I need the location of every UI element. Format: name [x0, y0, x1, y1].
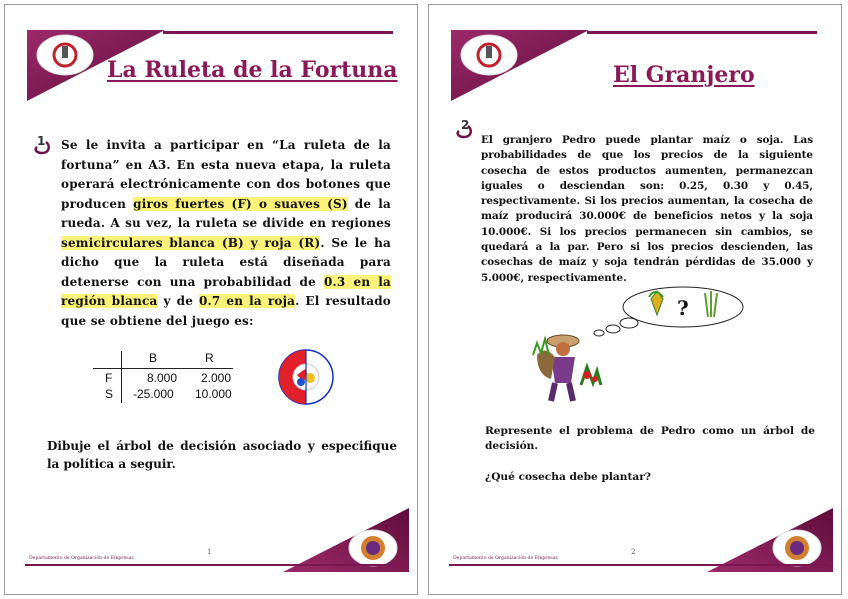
- item-number: 1: [37, 134, 46, 148]
- page-title: El Granjero: [613, 62, 755, 88]
- row-label-f: F: [105, 371, 113, 385]
- footer-rule: [25, 564, 403, 566]
- col-header-b: B: [149, 351, 158, 365]
- footer-corner-logo: [277, 502, 417, 594]
- highlighted-text: 0.7 en la roja: [199, 294, 296, 308]
- cell-f-b: 8.000: [147, 371, 178, 385]
- problem-statement: [61, 136, 391, 331]
- page-title: La Ruleta de la Fortuna: [107, 57, 398, 83]
- question-which-crop: ¿Qué cosecha debe plantar?: [485, 471, 652, 483]
- cell-s-r: 10.000: [195, 387, 232, 401]
- farmer-illustration: [493, 275, 753, 405]
- payoff-table: [93, 351, 233, 407]
- header-rule: [163, 31, 393, 34]
- page-number: 1: [207, 548, 212, 556]
- header-corner-logo: [429, 5, 634, 115]
- highlighted-text: 0.3 en la región blanca: [61, 274, 391, 308]
- question-decision-tree: Represente el problema de Pedro como un árbol de decisión.: [485, 425, 815, 452]
- highlighted-text: semicirculares blanca (B) y roja (R): [61, 235, 321, 250]
- paragraph-text: y de: [157, 294, 199, 308]
- closing-instruction: Dibuje el árbol de decisión asociado y especifique la política a seguir.: [47, 439, 397, 471]
- header-rule: [587, 31, 817, 34]
- thought-question-mark: ?: [677, 296, 689, 320]
- row-label-s: S: [105, 387, 114, 401]
- footer-corner-logo: [701, 502, 841, 594]
- paragraph-text: . El resultado que se obtiene del juego es:: [61, 294, 391, 328]
- paragraph-text: . Se le ha dicho que la ruleta está diseñada para detenerse con una probabilidad de: [61, 235, 391, 289]
- item-number: 2: [461, 118, 470, 132]
- paragraph-text: Se le invita a participar en “La ruleta de la fortuna” en A3. En esta nueva etapa, la ruleta operará electrónicamente con dos botones que producen: [61, 138, 391, 211]
- problem-statement: El granjero Pedro puede plantar maíz o soja. Las probabilidades de que los precios de la siguiente cosecha de estos productos aumenten, permanezcan iguales o desciendan son: 0.25, 0.30 y 0.45, respectivamente. Si los precios aumentan, la cosecha de maíz producirá 30.000€ de beneficios netos y la soja 10.000€. Si los precios permanecen sin cambios, se quedará a la par. Pero si los precios descienden, las cosechas de maíz y soja tendrán pérdidas de 35.000 y 5.000€, respectivamente.: [481, 134, 813, 284]
- slide-page-2: [428, 4, 842, 595]
- roulette-wheel-icon: [277, 348, 335, 406]
- cell-f-r: 2.000: [201, 371, 232, 385]
- page-number: 2: [631, 548, 636, 556]
- footer-department: Departamento de Organización de Empresas: [29, 556, 134, 561]
- slide-page-1: [4, 4, 418, 595]
- highlighted-text: giros fuertes (F) o suaves (S): [133, 196, 348, 211]
- cell-s-b: -25.000: [133, 387, 174, 401]
- footer-rule: [449, 564, 827, 566]
- footer-department: Departamento de Organización de Empresas: [453, 556, 558, 561]
- paragraph-text: de la rueda. A su vez, la ruleta se divide en regiones: [61, 196, 391, 230]
- col-header-r: R: [205, 351, 214, 365]
